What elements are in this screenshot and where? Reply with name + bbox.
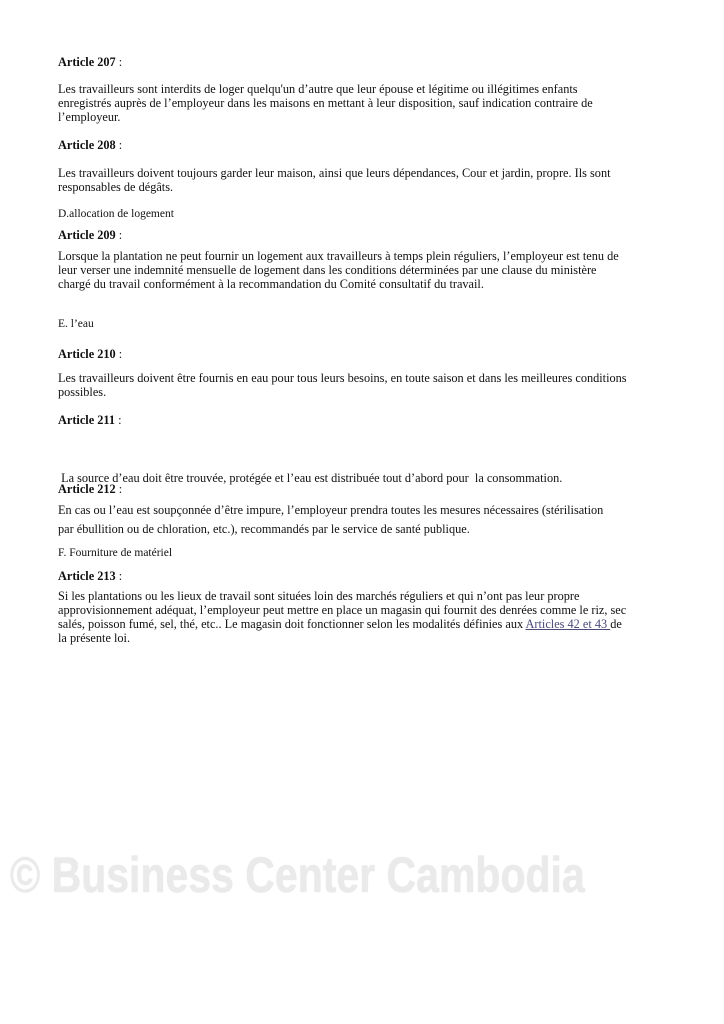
article-number: Article 209 [58, 228, 116, 242]
text-line: La source d’eau doit être trouvée, protégée et l’eau est distribuée tout d’abord pour la consommation. [58, 471, 563, 485]
article-213-body [58, 589, 626, 645]
article-212-heading [58, 482, 122, 497]
colon: : [115, 413, 122, 427]
text-line [58, 617, 626, 631]
text-line: Les travailleurs doivent être fournis en eau pour tous leurs besoins, en toute saison et dans les meilleures conditions [58, 371, 627, 385]
article-number: Article 210 [58, 347, 116, 361]
colon: : [115, 228, 123, 242]
text-line: la présente loi. [58, 631, 131, 645]
article-211-body [58, 441, 562, 500]
text-segment: de [610, 617, 622, 631]
text-line: possibles. [58, 385, 107, 399]
section-f-heading: F. Fourniture de matériel [58, 547, 173, 559]
text-line: En cas ou l’eau est soupçonnée d’être impure, l’employeur prendra toutes les mesures nécessaires (stérilisation [58, 503, 604, 517]
article-210-heading [58, 347, 122, 362]
article-number: Article 208 [58, 138, 116, 152]
article-number: Article 211 [58, 413, 116, 427]
text-line: enregistrés auprès de l’employeur dans les maisons en mettant à leur disposition, sauf indication contraire de [58, 96, 593, 110]
article-number: Article 207 [58, 55, 116, 69]
text-line: responsables de dégâts. [58, 180, 174, 194]
text-line: Les travailleurs sont interdits de loger quelqu'un d’autre que leur épouse et légitime ou illégitimes enfants [58, 82, 578, 96]
section-e-heading: E. l’eau [58, 318, 94, 330]
article-207-heading [58, 55, 122, 70]
text-line: approvisionnement adéquat, l’employeur peut mettre en place un magasin qui fournit des denrées comme le riz, sec [58, 603, 627, 617]
article-208-heading [58, 138, 122, 153]
text-line: par ébullition ou de chloration, etc.), recommandés par le service de santé publique. [58, 522, 470, 536]
section-d-heading: D.allocation de logement [58, 208, 174, 220]
text-line: l’employeur. [58, 110, 121, 124]
text-line: leur verser une indemnité mensuelle de logement dans les conditions déterminées par une clause du ministère [58, 263, 597, 277]
text-segment: salés, poisson fumé, sel, thé, etc.. Le magasin doit fonctionner selon les modalités définies aux [58, 617, 526, 631]
article-211-heading [58, 413, 122, 428]
colon: : [115, 482, 123, 496]
colon: : [115, 347, 123, 361]
article-212-body [58, 501, 603, 539]
article-number: Article 212 [58, 482, 116, 496]
article-209-body [58, 249, 619, 291]
articles-42-43-link[interactable]: Articles 42 et 43 [525, 617, 611, 631]
article-208-body [58, 166, 611, 194]
article-207-body [58, 82, 593, 124]
article-210-body [58, 371, 627, 399]
text-line: Lorsque la plantation ne peut fournir un logement aux travailleurs à temps plein réguliers, l’employeur est tenu de [58, 249, 619, 263]
text-line: Les travailleurs doivent toujours garder leur maison, ainsi que leurs dépendances, Cour et jardin, propre. Ils sont [58, 166, 611, 180]
article-213-heading [58, 569, 122, 584]
article-209-heading [58, 228, 122, 243]
text-line: Si les plantations ou les lieux de travail sont situées loin des marchés réguliers et qui n’ont pas leur propre [58, 589, 580, 603]
colon: : [115, 55, 123, 69]
colon: : [115, 138, 123, 152]
watermark: © Business Center Cambodia [10, 847, 585, 903]
article-number: Article 213 [58, 569, 116, 583]
text-line: chargé du travail conformément à la recommandation du Comité consultatif du travail. [58, 277, 484, 291]
colon: : [115, 569, 123, 583]
